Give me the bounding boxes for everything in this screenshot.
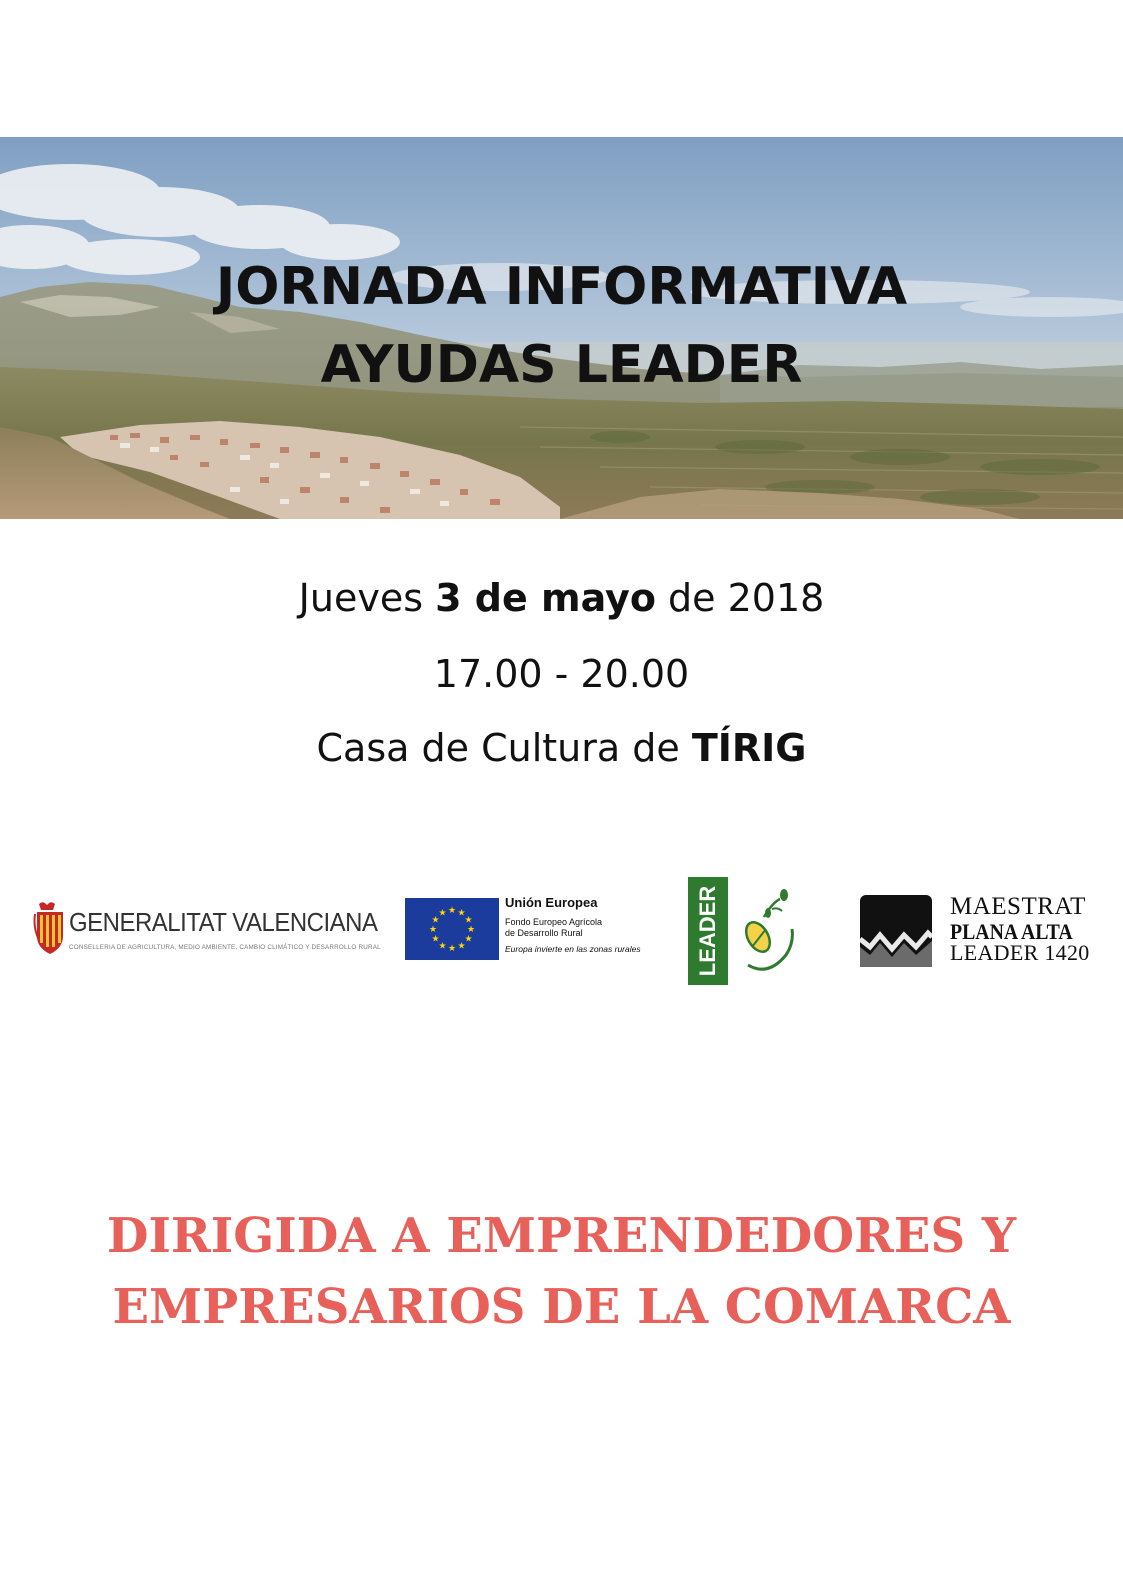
audience-line2: EMPRESARIOS DE LA COMARCA (112, 1279, 1011, 1335)
eu-flag-icon (405, 898, 499, 960)
event-place (0, 725, 1123, 771)
mountain-icon (860, 895, 932, 967)
eu-star-icon: ★ (464, 934, 473, 945)
eu-title: Unión Europea (505, 895, 598, 910)
eu-star-icon: ★ (447, 944, 457, 954)
date-prefix: Jueves (298, 576, 424, 620)
leader-plant-icon (728, 877, 803, 985)
eu-star-icon: ★ (464, 915, 473, 926)
maestrat-line2: PLANA ALTA (950, 919, 1073, 944)
eu-star-icon: ★ (428, 925, 438, 935)
leader-word: LEADER (695, 885, 720, 977)
eu-star-icon: ★ (466, 925, 476, 935)
eu-star-icon: ★ (438, 941, 447, 952)
eu-motto: Europa invierte en las zonas rurales (505, 944, 641, 954)
date-day: 3 de mayo (435, 576, 656, 620)
place-town: TÍRIG (691, 726, 807, 770)
eu-fund-line2: de Desarrollo Rural (505, 928, 583, 938)
eu-star-icon: ★ (457, 908, 466, 919)
maestrat-line1: MAESTRAT (950, 893, 1086, 920)
event-date (0, 575, 1123, 621)
place-prefix: Casa de Cultura de (316, 726, 680, 770)
maestrat-line3: LEADER 1420 (950, 940, 1090, 965)
leader-green-bar (688, 877, 728, 985)
audience-line1: DIRIGIDA A EMPRENDEDORES Y (106, 1208, 1017, 1264)
eu-star-icon: ★ (447, 906, 457, 916)
eu-fund-line1: Fondo Europeo Agrícola (505, 917, 603, 927)
date-year: de 2018 (668, 576, 825, 620)
eu-star-icon: ★ (431, 934, 440, 945)
valencian-shield-icon (33, 900, 67, 956)
eu-feader-logo (405, 895, 665, 961)
generalitat-name: GENERALITAT VALENCIANA (69, 907, 378, 937)
hero-banner (0, 137, 1123, 519)
event-time: 17.00 - 20.00 (433, 652, 690, 696)
eu-star-icon: ★ (438, 908, 447, 919)
generalitat-subtitle: CONSELLERIA DE AGRICULTURA, MEDIO AMBIENTE, CAMBIO CLIMÁTICO Y DESARROLLO RURAL (69, 944, 381, 951)
generalitat-valenciana-logo (33, 895, 381, 965)
landscape-photo (0, 137, 1123, 519)
eu-star-icon: ★ (457, 941, 466, 952)
maestrat-plana-alta-logo (860, 895, 1095, 967)
event-title-line2: AYUDAS LEADER (320, 335, 803, 395)
leader-logo (688, 877, 803, 985)
event-title-line1: JORNADA INFORMATIVA (215, 257, 908, 317)
eu-star-icon: ★ (431, 915, 440, 926)
eu-stars-icon (405, 898, 499, 960)
